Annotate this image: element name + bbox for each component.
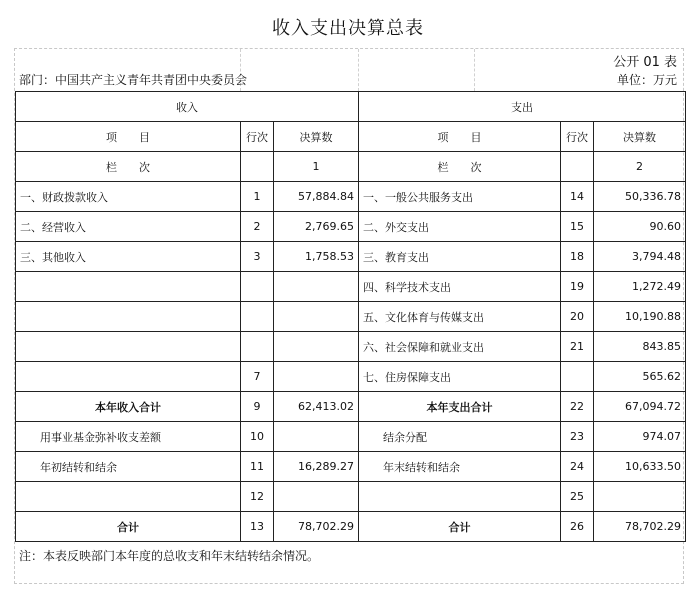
- income-item-cell: [16, 362, 241, 392]
- income-item-cell: [16, 272, 241, 302]
- expense-rowno-cell: 23: [561, 422, 594, 452]
- income-item-cell: [16, 482, 241, 512]
- expense-rowno-cell: 22: [561, 392, 594, 422]
- unit-label: 单位：万元: [616, 73, 677, 87]
- expense-amount-cell: 974.07: [594, 422, 686, 452]
- income-item-cell: 合计: [16, 512, 241, 542]
- grid-line: [358, 49, 359, 91]
- income-col-label: 栏 次: [16, 152, 241, 182]
- table-row: [16, 302, 686, 332]
- expense-col-number: 2: [594, 152, 686, 182]
- income-amount-cell: [274, 362, 359, 392]
- expense-amount-cell: 3,794.48: [594, 242, 686, 272]
- income-amount-cell: [274, 332, 359, 362]
- expense-rowno-cell: 26: [561, 512, 594, 542]
- footnote: 注：本表反映部门本年度的总收支和年末结转结余情况。: [19, 549, 320, 563]
- income-item-cell: 三、其他收入: [16, 242, 241, 272]
- income-rowno-header: 行次: [241, 122, 274, 152]
- income-rowno-cell: [241, 332, 274, 362]
- expense-rowno-cell: 21: [561, 332, 594, 362]
- expense-amount-cell: 67,094.72: [594, 392, 686, 422]
- expense-item-cell: 五、文化体育与传媒支出: [359, 302, 561, 332]
- expense-col-label: 栏 次: [359, 152, 561, 182]
- table-row: [16, 242, 686, 272]
- expense-header: 支出: [359, 92, 686, 122]
- income-rowno-cell: 13: [241, 512, 274, 542]
- expense-amount-cell: 78,702.29: [594, 512, 686, 542]
- expense-rowno-cell: 15: [561, 212, 594, 242]
- grid-line: [474, 49, 475, 91]
- expense-amount-cell: 90.60: [594, 212, 686, 242]
- expense-amount-cell: [594, 482, 686, 512]
- table-row: [16, 362, 686, 392]
- income-amount-cell: 78,702.29: [274, 512, 359, 542]
- income-item-cell: 一、财政拨款收入: [16, 182, 241, 212]
- income-item-cell: 年初结转和结余: [16, 452, 241, 482]
- expense-rowno-header: 行次: [561, 122, 594, 152]
- department-label: 部门：中国共产主义青年共青团中央委员会: [19, 73, 248, 87]
- income-rowno-cell: 11: [241, 452, 274, 482]
- expense-item-cell: [359, 482, 561, 512]
- income-amount-cell: 16,289.27: [274, 452, 359, 482]
- column-number-row: [16, 152, 686, 182]
- expense-item-cell: 六、社会保障和就业支出: [359, 332, 561, 362]
- income-rowno-cell: 9: [241, 392, 274, 422]
- income-rowno-cell: 10: [241, 422, 274, 452]
- expense-amount-header: 决算数: [594, 122, 686, 152]
- income-amount-cell: 57,884.84: [274, 182, 359, 212]
- income-amount-cell: [274, 482, 359, 512]
- table-row: [16, 272, 686, 302]
- income-amount-header: 决算数: [274, 122, 359, 152]
- income-rowno-cell: 7: [241, 362, 274, 392]
- expense-item-cell: 一、一般公共服务支出: [359, 182, 561, 212]
- income-amount-cell: 62,413.02: [274, 392, 359, 422]
- expense-amount-cell: 50,336.78: [594, 182, 686, 212]
- income-rowno-cell: 3: [241, 242, 274, 272]
- expense-rowno-cell: 18: [561, 242, 594, 272]
- expense-rowno-cell: 14: [561, 182, 594, 212]
- income-amount-cell: [274, 422, 359, 452]
- expense-item-cell: 七、住房保障支出: [359, 362, 561, 392]
- income-amount-cell: [274, 272, 359, 302]
- income-amount-cell: [274, 302, 359, 332]
- income-amount-cell: 1,758.53: [274, 242, 359, 272]
- expense-rowno-cell: 19: [561, 272, 594, 302]
- expense-amount-cell: 1,272.49: [594, 272, 686, 302]
- income-item-cell: 二、经营收入: [16, 212, 241, 242]
- income-item-cell: [16, 332, 241, 362]
- table-row: [16, 422, 686, 452]
- expense-amount-cell: 10,190.88: [594, 302, 686, 332]
- income-amount-cell: 2,769.65: [274, 212, 359, 242]
- table-row: [16, 512, 686, 542]
- expense-item-cell: 合计: [359, 512, 561, 542]
- expense-amount-cell: 565.62: [594, 362, 686, 392]
- income-header: 收入: [16, 92, 359, 122]
- income-rowno-cell: 1: [241, 182, 274, 212]
- income-item-cell: 用事业基金弥补收支差额: [16, 422, 241, 452]
- summary-table: [15, 91, 686, 542]
- expense-item-header: 项 目: [359, 122, 561, 152]
- income-rowno-cell: [241, 302, 274, 332]
- expense-item-cell: 三、教育支出: [359, 242, 561, 272]
- expense-rowno-cell: 24: [561, 452, 594, 482]
- income-item-cell: [16, 302, 241, 332]
- expense-item-cell: 本年支出合计: [359, 392, 561, 422]
- form-number: 公开 01 表: [613, 55, 677, 70]
- expense-amount-cell: 10,633.50: [594, 452, 686, 482]
- income-item-header: 项 目: [16, 122, 241, 152]
- expense-item-cell: 二、外交支出: [359, 212, 561, 242]
- header-row-sections: [16, 92, 686, 122]
- income-col-number: 1: [274, 152, 359, 182]
- empty-cell: [561, 152, 594, 182]
- table-row: [16, 452, 686, 482]
- expense-rowno-cell: 25: [561, 482, 594, 512]
- header-row-columns: [16, 122, 686, 152]
- expense-amount-cell: 843.85: [594, 332, 686, 362]
- income-item-cell: 本年收入合计: [16, 392, 241, 422]
- report-sheet: [14, 48, 684, 584]
- expense-item-cell: 四、科学技术支出: [359, 272, 561, 302]
- expense-rowno-cell: [561, 362, 594, 392]
- page-title: 收入支出决算总表: [272, 18, 424, 39]
- table-row: [16, 182, 686, 212]
- expense-rowno-cell: 20: [561, 302, 594, 332]
- income-rowno-cell: 12: [241, 482, 274, 512]
- table-row: [16, 392, 686, 422]
- table-row: [16, 212, 686, 242]
- expense-item-cell: 结余分配: [359, 422, 561, 452]
- empty-cell: [241, 152, 274, 182]
- income-rowno-cell: 2: [241, 212, 274, 242]
- expense-item-cell: 年末结转和结余: [359, 452, 561, 482]
- income-rowno-cell: [241, 272, 274, 302]
- table-row: [16, 482, 686, 512]
- table-row: [16, 332, 686, 362]
